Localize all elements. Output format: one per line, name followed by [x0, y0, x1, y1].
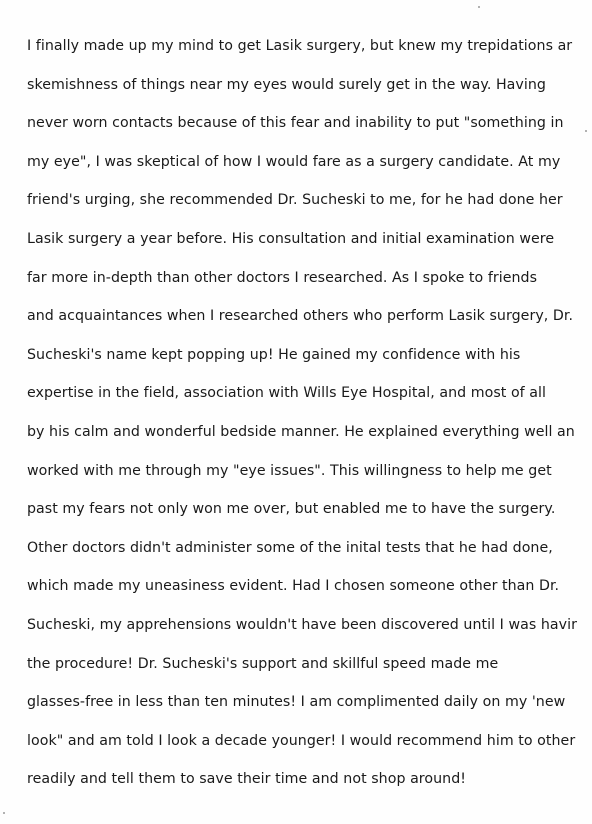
- text-line: never worn contacts because of this fear and inability to put "something in: [27, 115, 564, 132]
- text-line: expertise in the field, association with Wills Eye Hospital, and most of all: [27, 385, 547, 402]
- text-line: skemishness of things near my eyes would surely get in the way. Having: [27, 76, 546, 93]
- text-line: which made my uneasiness evident. Had I chosen someone other than Dr.: [27, 578, 560, 595]
- text-line: my eye", I was skeptical of how I would fare as a surgery candidate. At my: [27, 153, 561, 170]
- text-line: readily and tell them to save their time and not shop around!: [27, 771, 466, 788]
- text-line: look" and am told I look a decade younger! I would recommend him to other: [27, 732, 576, 749]
- text-line: Other doctors didn't administer some of the inital tests that he had done,: [27, 539, 553, 556]
- text-line: Sucheski's name kept popping up! He gained my confidence with his: [27, 346, 521, 363]
- text-line: friend's urging, she recommended Dr. Sucheski to me, for he had done her: [27, 192, 563, 209]
- text-line: I finally made up my mind to get Lasik surgery, but knew my trepidations ar: [27, 38, 573, 54]
- text-line: past my fears not only won me over, but enabled me to have the surgery.: [27, 501, 556, 518]
- text-line: the procedure! Dr. Sucheski's support and skillful speed made me: [27, 655, 499, 672]
- testimonial-text: [27, 34, 592, 806]
- text-line: Sucheski, my apprehensions wouldn't have been discovered until I was havir: [27, 616, 577, 633]
- text-line: far more in-depth than other doctors I researched. As I spoke to friends: [27, 269, 538, 286]
- scan-speck: [3, 812, 5, 814]
- text-line: by his calm and wonderful bedside manner. He explained everything well an: [27, 423, 575, 440]
- scan-speck: [478, 6, 480, 8]
- text-line: Lasik surgery a year before. His consultation and initial examination were: [27, 230, 555, 247]
- text-line: glasses-free in less than ten minutes! I am complimented daily on my 'new: [27, 694, 566, 711]
- text-line: worked with me through my "eye issues". This willingness to help me get: [27, 462, 552, 479]
- text-line: and acquaintances when I researched others who perform Lasik surgery, Dr.: [27, 308, 574, 325]
